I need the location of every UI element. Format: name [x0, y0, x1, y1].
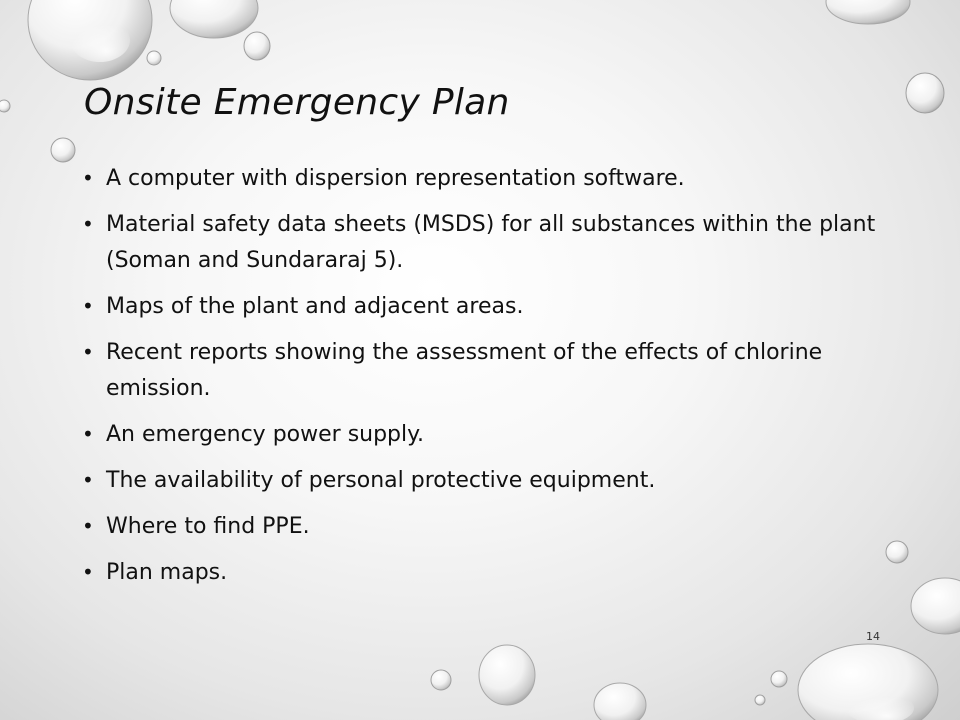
- bullet-item: [82, 555, 882, 591]
- bullet-item: [82, 463, 882, 499]
- slide-title: Onsite Emergency Plan: [84, 82, 510, 123]
- bullet-dot-icon: •: [82, 340, 94, 364]
- bullet-dot-icon: •: [82, 294, 94, 318]
- bullet-list: [82, 161, 882, 601]
- drop-bottom-right-small: [771, 671, 787, 687]
- drop-bottom-center: [479, 645, 535, 705]
- drop-right-small: [886, 541, 908, 563]
- bullet-item: [82, 417, 882, 453]
- bullet-item: [82, 509, 882, 545]
- drop-left-mid: [51, 138, 75, 162]
- bullet-item: [82, 289, 882, 325]
- bullet-dot-icon: •: [82, 166, 94, 190]
- bullet-item: [82, 161, 882, 197]
- bullet-dot-icon: •: [82, 212, 94, 236]
- drop-bottom-right-tiny: [755, 695, 765, 705]
- bullet-text: Maps of the plant and adjacent areas.: [106, 294, 524, 319]
- bullet-text: The availability of personal protective equipment.: [106, 468, 656, 493]
- drop-bottom-small: [431, 670, 451, 690]
- drop-tiny-top: [147, 51, 161, 65]
- drop-left-edge: [0, 100, 10, 112]
- drop-right-upper: [906, 73, 944, 113]
- drop-right-edge: [911, 578, 960, 634]
- bullet-dot-icon: •: [82, 422, 94, 446]
- bullet-item: [82, 335, 882, 407]
- drop-top-center: [170, 0, 258, 38]
- drop-small-top: [244, 32, 270, 60]
- bullet-dot-icon: •: [82, 468, 94, 492]
- bullet-dot-icon: •: [82, 514, 94, 538]
- slide-number: 14: [866, 630, 880, 643]
- bullet-text: Where to find PPE.: [106, 514, 310, 539]
- drop-bottom-right-large: [798, 644, 938, 720]
- drop-top-left: [28, 0, 152, 80]
- bullet-dot-icon: •: [82, 560, 94, 584]
- bullet-text: Plan maps.: [106, 560, 228, 585]
- drop-bottom-mid: [594, 683, 646, 720]
- bullet-item: [82, 207, 882, 279]
- drop-top-right: [826, 0, 910, 24]
- bullet-text: Material safety data sheets (MSDS) for all substances within the plant (Soman and Sundararaj 5).: [106, 212, 876, 273]
- bullet-text: A computer with dispersion representation software.: [106, 166, 685, 191]
- bullet-text: An emergency power supply.: [106, 422, 425, 447]
- bullet-text: Recent reports showing the assessment of the effects of chlorine emission.: [106, 340, 823, 401]
